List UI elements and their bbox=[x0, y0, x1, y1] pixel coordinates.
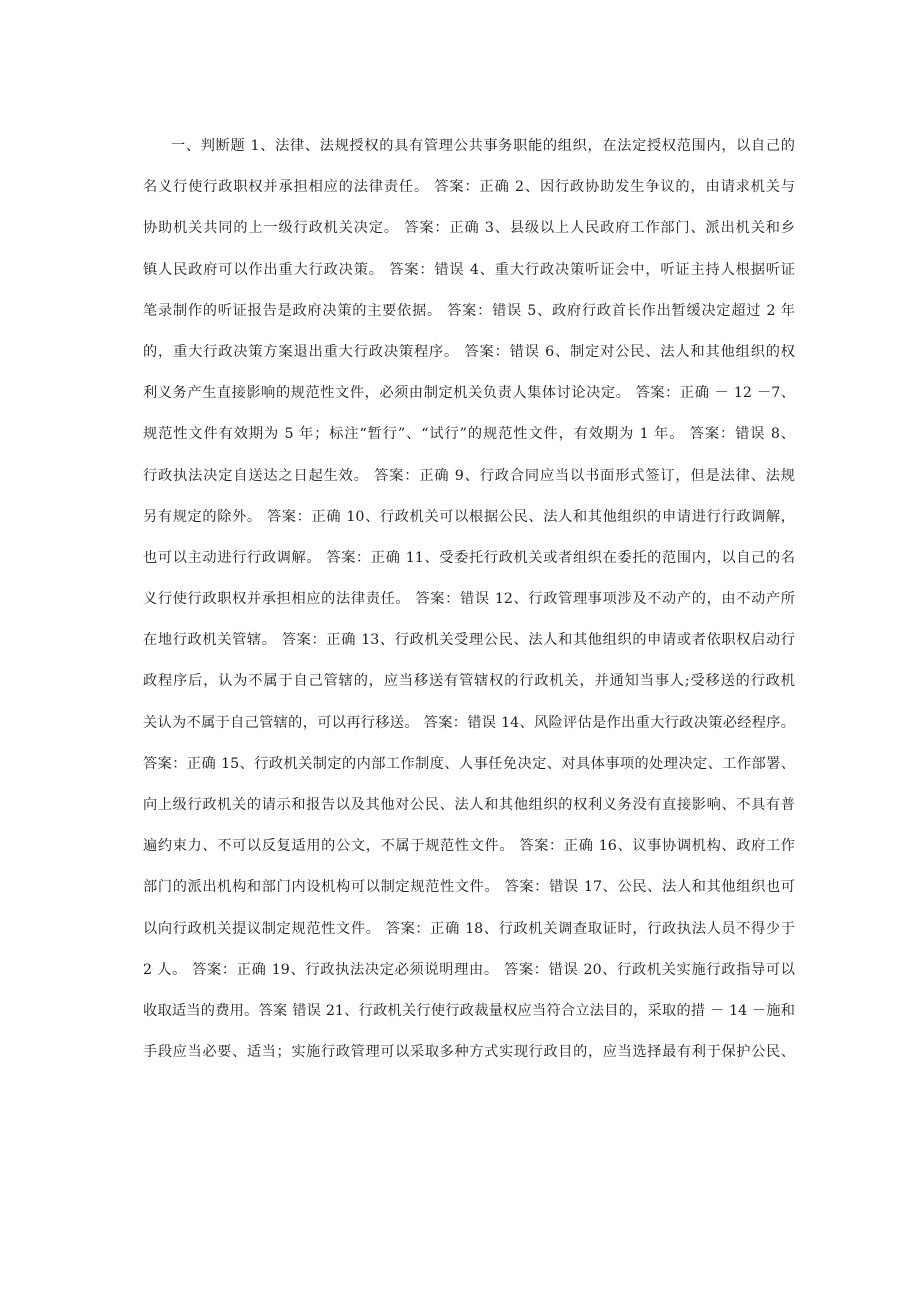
text-line: 笔录制作的听证报告是政府决策的主要依据。 答案：错误 5、政府行政首长作出暂缓决定超过 2 年 bbox=[143, 302, 795, 319]
text-line: 的，重大行政决策方案退出重大行政决策程序。 答案：错误 6、制定对公民、法人和其他组织的权 bbox=[143, 343, 795, 360]
text-line: 以向行政机关提议制定规范性文件。 答案：正确 18、行政机关调查取证时，行政执法人员不得少于 bbox=[143, 920, 795, 937]
text-line: 遍约束力、不可以反复适用的公文，不属于规范性文件。 答案：正确 16、议事协调机构、政府工作 bbox=[143, 838, 795, 855]
text-line: 规范性文件有效期为 5 年；标注“暂行”、“试行”的规范性文件，有效期为 1 年。 答案：错误 8、 bbox=[143, 426, 795, 443]
text-line: 协助机关共同的上一级行政机关决定。 答案：正确 3、县级以上人民政府工作部门、派出机关和乡 bbox=[143, 220, 795, 237]
text-line: 名义行使行政职权并承担相应的法律责任。 答案：正确 2、因行政协助发生争议的，由请求机关与 bbox=[143, 179, 795, 196]
document-body bbox=[143, 126, 795, 1073]
text-line: 也可以主动进行行政调解。 答案：正确 11、受委托行政机关或者组织在委托的范围内，以自己的名 bbox=[143, 549, 795, 566]
text-line: 收取适当的费用。答案 错误 21、行政机关行使行政裁量权应当符合立法目的，采取的措 － 14 －施和 bbox=[143, 1002, 795, 1019]
text-line: 行政执法决定自送达之日起生效。 答案：正确 9、行政合同应当以书面形式签订，但是法律、法规 bbox=[143, 467, 795, 484]
text-line: 在地行政机关管辖。 答案：正确 13、行政机关受理公民、法人和其他组织的申请或者依职权启动行 bbox=[143, 632, 795, 649]
text-line: 镇人民政府可以作出重大行政决策。 答案：错误 4、重大行政决策听证会中，听证主持人根据听证 bbox=[143, 261, 795, 278]
text-line: 利义务产生直接影响的规范性文件，必须由制定机关负责人集体讨论决定。 答案：正确 － 12 －7、 bbox=[143, 385, 795, 402]
text-line: 政程序后，认为不属于自己管辖的，应当移送有管辖权的行政机关，并通知当事人;受移送的行政机 bbox=[143, 673, 795, 690]
text-line: 部门的派出机构和部门内设机构可以制定规范性文件。 答案：错误 17、公民、法人和其他组织也可 bbox=[143, 879, 795, 896]
text-line: 一、判断题 1、法律、法规授权的具有管理公共事务职能的组织，在法定授权范围内，以自己的 bbox=[171, 138, 795, 154]
text-line: 2 人。 答案：正确 19、行政执法决定必须说明理由。 答案：错误 20、行政机关实施行政指导可以 bbox=[143, 961, 795, 978]
text-line: 手段应当必要、适当；实施行政管理可以采取多种方式实现行政目的，应当选择最有利于保护公民、 bbox=[143, 1044, 795, 1061]
text-line: 义行使行政职权并承担相应的法律责任。 答案：错误 12、行政管理事项涉及不动产的，由不动产所 bbox=[143, 591, 795, 608]
text-line: 关认为不属于自己管辖的，可以再行移送。 答案：错误 14、风险评估是作出重大行政决策必经程序。 bbox=[143, 714, 795, 731]
text-line: 答案：正确 15、行政机关制定的内部工作制度、人事任免决定、对具体事项的处理决定、工作部署、 bbox=[143, 755, 795, 772]
text-line: 向上级行政机关的请示和报告以及其他对公民、法人和其他组织的权利义务没有直接影响、不具有普 bbox=[143, 797, 795, 813]
text-line: 另有规定的除外。 答案：正确 10、行政机关可以根据公民、法人和其他组织的申请进行行政调解， bbox=[143, 508, 795, 525]
